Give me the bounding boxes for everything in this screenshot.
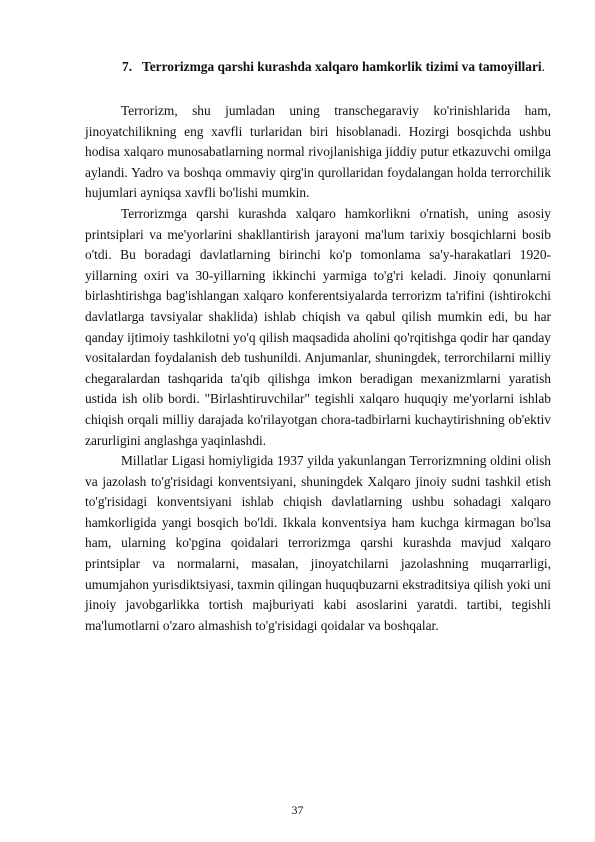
- paragraph-3: Millatlar Ligasi homiyligida 1937 yilda yakunlangan Terrorizmning oldini olish va jazolash to'g'risidagi konventsiyani, shuningdek Xalqaro jinoiy sudni tashkil etish to'g'risidagi konventsiyani ishlab chiqish davlatlarning ushbu sohadagi xalqaro hamkorligida yangi bosqich bo'ldi. Ikkala konventsiya ham kuchga kirmagan bo'lsa ham, ularning ko'pgina qoidalari terrorizmga qarshi kurashda mavjud xalqaro printsiplar va normalarni, masalan, jinoyatchilarni jazolashning muqarrarligi, umumjahon yurisdiktsiyasi, taxmin qilingan huquqbuzarni ekstraditsiya qilish yoki uni jinoiy javobgarlikka tortish majburiyati kabi asoslarini yaratdi. tartibi, tegishli ma'lumotlarni o'zaro almashish to'g'risidagi qoidalar va boshqalar.: [85, 453, 551, 633]
- section-title-text: Terrorizmga qarshi kurashda xalqaro hamkorlik tizimi va tamoyillari: [142, 59, 542, 74]
- section-title: [142, 57, 550, 78]
- section-heading: [122, 57, 550, 78]
- section-title-period: .: [541, 59, 545, 74]
- paragraph-2: Terrorizmga qarshi kurashda xalqaro hamkorlikni o'rnatish, uning asosiy printsiplari va me'yorlarini shakllantirish jarayoni ma'lum tarixiy bosqichlarni bosib o'tdi. Bu boradagi davlatlarning birinchi ko'p tomonlama sa'y-harakatlari 1920-yillarning oxiri va 30-yillarning ikkinchi yarmiga to'g'ri keladi. Jinoiy qonunlarni birlashtirishga bag'ishlangan xalqaro konferentsiyalarda terrorizm ta'rifini (ishtirokchi davlatlarga tavsiyalar shaklida) ishlab chiqish va qabul qilish mumkin edi, bu har qanday ijtimoiy tashkilotni yo'q qilish maqsadida aholini qo'rqitishga qodir har qanday vositalardan foydalanish deb tushunildi. Anjumanlar, shuningdek, terrorchilarni milliy chegaralardan tashqarida ta'qib qilishga imkon beradigan mexanizmlarni yaratish ustida ish olib bordi. "Birlashtiruvchilar" tegishli xalqaro huquqiy me'yorlarni ishlab chiqish orqali milliy darajada ko'rilayotgan chora-tadbirlarni kuchaytirishning ob'ektiv zarurligini anglashga yaqinlashdi.: [85, 205, 551, 448]
- body-text: [85, 101, 551, 636]
- section-number: 7.: [122, 59, 133, 74]
- page-number: 37: [291, 803, 304, 817]
- paragraph-1: Terrorizm, shu jumladan uning transchegaraviy ko'rinishlarida ham, jinoyatchilikning eng xavfli turlaridan biri hisoblanadi. Hozirgi bosqichda ushbu hodisa xalqaro munosabatlarning normal rivojlanishiga jiddiy putur etkazuvchi omilga aylandi. Yadro va boshqa ommaviy qirg'in qurollaridan foydalangan holda terrorchilik hujumlari ayniqsa xavfli bo'lishi mumkin.: [85, 103, 551, 201]
